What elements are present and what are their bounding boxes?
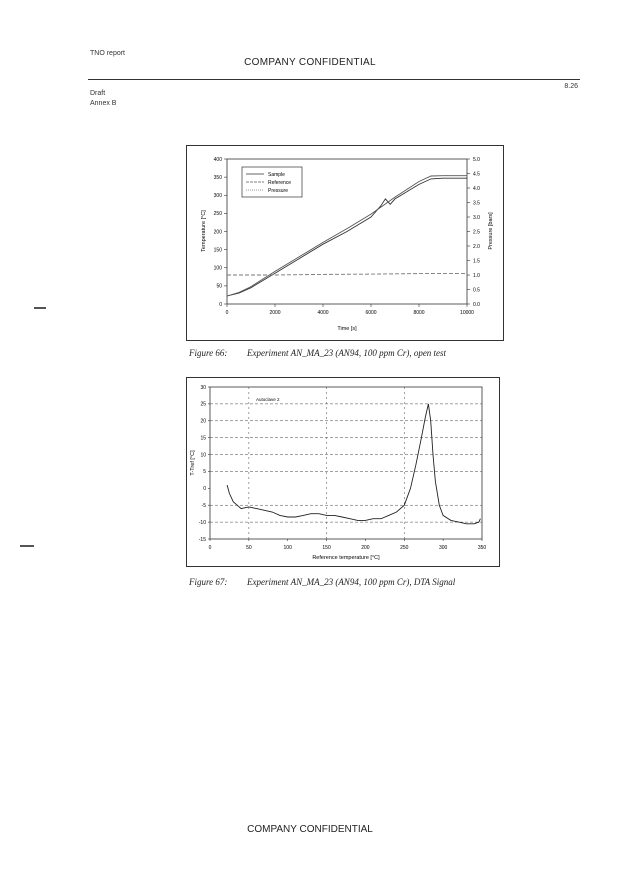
x-tick-label: 200 bbox=[361, 545, 370, 551]
y2-tick-label: 4.0 bbox=[473, 185, 480, 192]
y2-axis-label: Pressure [bars] bbox=[488, 212, 494, 250]
x-tick-label: 100 bbox=[283, 545, 292, 551]
y2-tick-label: 0.5 bbox=[473, 287, 480, 294]
scan-mark bbox=[20, 545, 34, 547]
y2-tick-label: 3.5 bbox=[473, 200, 480, 207]
figure-67-caption bbox=[189, 577, 455, 587]
y-tick-label: -10 bbox=[198, 519, 206, 526]
x-axis-label: Time [s] bbox=[337, 326, 357, 332]
y2-tick-label: 0.0 bbox=[473, 301, 480, 308]
y-tick-label: 0 bbox=[219, 301, 222, 308]
y-tick-label: 5 bbox=[203, 469, 206, 476]
legend bbox=[242, 167, 302, 197]
dta-signal-chart bbox=[186, 377, 500, 567]
legend-sample: Sample bbox=[268, 172, 285, 178]
y2-tick-label: 1.0 bbox=[473, 272, 480, 279]
x-tick-label: 0 bbox=[225, 310, 229, 316]
legend-pressure: Pressure bbox=[268, 188, 289, 194]
figure-66-number: Figure 66: bbox=[189, 348, 228, 358]
report-label: TNO report bbox=[90, 50, 126, 57]
y-axis-label: Temperature [°C] bbox=[201, 210, 207, 252]
y-tick-label: 0 bbox=[203, 486, 206, 493]
x-axis-label: Reference temperature [°C] bbox=[312, 555, 380, 561]
y-tick-label: 25 bbox=[200, 401, 206, 408]
x-tick-label: 300 bbox=[438, 545, 448, 551]
y-tick-label: -15 bbox=[198, 536, 206, 543]
y2-tick-label: 5.0 bbox=[473, 156, 480, 163]
annex-label: Annex B bbox=[90, 100, 117, 107]
x-tick-label: 10000 bbox=[460, 310, 474, 316]
temperature-pressure-chart bbox=[186, 145, 504, 341]
y2-tick-label: 2.0 bbox=[473, 243, 480, 250]
y-tick-label: 15 bbox=[200, 435, 206, 442]
draft-label: Draft bbox=[90, 90, 106, 97]
figure-67-number: Figure 67: bbox=[189, 577, 228, 587]
header-confidential: COMPANY CONFIDENTIAL bbox=[244, 57, 376, 68]
page-number: 8.26 bbox=[564, 83, 578, 90]
y-tick-label: 250 bbox=[213, 211, 222, 218]
y-tick-label: 350 bbox=[213, 174, 222, 181]
x-tick-label: 6000 bbox=[365, 310, 377, 316]
figure-66-caption bbox=[189, 348, 446, 358]
y-tick-label: 20 bbox=[200, 418, 206, 425]
x-tick-label: 150 bbox=[322, 545, 331, 551]
y-tick-label: 200 bbox=[213, 229, 222, 236]
legend-reference: Reference bbox=[268, 180, 292, 186]
y2-tick-label: 2.5 bbox=[473, 229, 480, 236]
y2-tick-label: 4.5 bbox=[473, 171, 480, 178]
y-tick-label: 100 bbox=[213, 265, 222, 272]
header-rule bbox=[88, 79, 580, 80]
scan-mark bbox=[34, 307, 46, 309]
y-tick-label: 300 bbox=[213, 193, 222, 200]
y-axis-label: T-Tref [°C] bbox=[190, 450, 196, 476]
series-annotation-autoclave: Autoclave 2 bbox=[256, 397, 280, 402]
x-tick-label: 2000 bbox=[269, 310, 281, 316]
y-tick-label: 30 bbox=[200, 384, 206, 391]
y-tick-label: 150 bbox=[213, 247, 222, 254]
y-tick-label: -5 bbox=[201, 503, 206, 510]
y2-tick-label: 1.5 bbox=[473, 258, 480, 265]
plot-area bbox=[210, 387, 482, 539]
y-tick-label: 50 bbox=[216, 283, 222, 290]
x-tick-label: 50 bbox=[246, 545, 252, 551]
x-tick-label: 250 bbox=[400, 545, 409, 551]
y-tick-label: 10 bbox=[200, 452, 206, 459]
footer-confidential: COMPANY CONFIDENTIAL bbox=[247, 824, 373, 835]
y2-tick-label: 3.0 bbox=[473, 214, 480, 221]
x-tick-label: 8000 bbox=[413, 310, 425, 316]
x-tick-label: 4000 bbox=[317, 310, 329, 316]
y-tick-label: 400 bbox=[213, 156, 222, 163]
figure-66-text: Experiment AN_MA_23 (AN94, 100 ppm Cr), open test bbox=[247, 348, 447, 358]
x-tick-label: 350 bbox=[477, 545, 487, 551]
figure-67-text: Experiment AN_MA_23 (AN94, 100 ppm Cr), DTA Signal bbox=[247, 577, 456, 587]
x-tick-label: 0 bbox=[208, 545, 212, 551]
